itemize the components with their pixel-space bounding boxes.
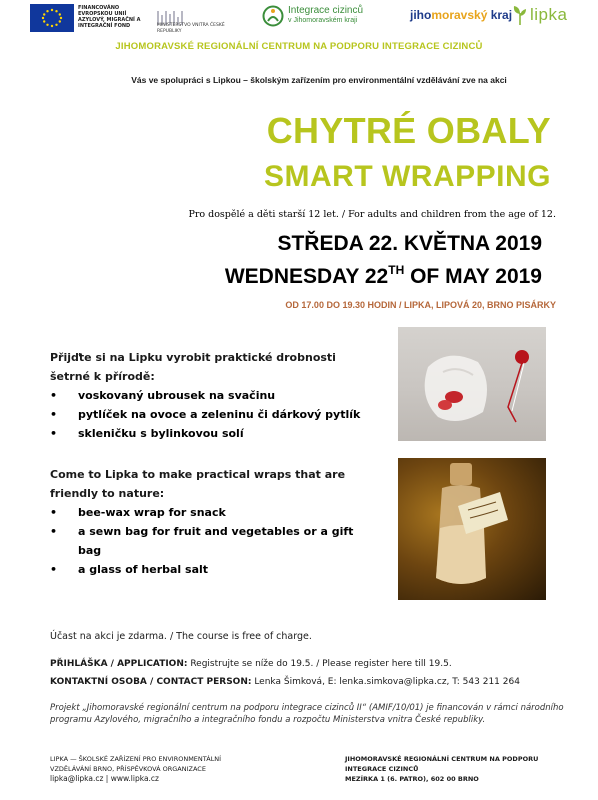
- integration-logo-line2: v Jihomoravském kraji: [288, 17, 358, 24]
- eu-flag-logo: [30, 4, 74, 32]
- free-of-charge-note: Účast na akci je zdarma. / The course is free of charge.: [50, 631, 312, 642]
- intro-text-en: Come to Lipka to make practical wraps that are friendly to nature:: [50, 468, 346, 500]
- list-item: • bee-wax wrap for snack: [50, 503, 380, 522]
- jmk-logo: [410, 8, 512, 22]
- registration-label: PŘIHLÁŠKA / APPLICATION:: [50, 659, 188, 669]
- ministry-logo-icon: [157, 6, 187, 20]
- time-and-place: OD 17.00 DO 19.30 HODIN / LIPKA, LIPOVÁ 20, BRNO PISÁRKY: [285, 300, 556, 310]
- intro-text-cz: Přijďte si na Lipku vyrobit praktické drobnosti šetrné k přírodě:: [50, 351, 336, 383]
- lipka-address-line1: LIPKA — ŠKOLSKÉ ZAŘÍZENÍ PRO ENVIRONMENTÁLNÍ: [50, 755, 222, 763]
- organization-title: JIHOMORAVSKÉ REGIONÁLNÍ CENTRUM NA PODPORU INTEGRACE CIZINCŮ: [115, 41, 483, 52]
- eu-fund-text: FINANCOVÁNO EVROPSKOU UNIÍ AZYLOVÝ, MIGRAČNÍ A INTEGRAČNÍ FOND: [78, 5, 141, 29]
- list-item: • a sewn bag for fruit and vegetables or a gift bag: [50, 522, 380, 560]
- list-item: • pytlíček na ovoce a zeleninu či dárkový pytlík: [50, 405, 380, 424]
- jmk-logo-part1: jiho: [410, 8, 432, 22]
- center-address-block: [345, 754, 545, 784]
- jmk-logo-part2: moravský: [431, 8, 488, 22]
- lipka-address-line2: VZDĚLÁVÁNÍ BRNO, PŘÍSPĚVKOVÁ ORGANIZACE: [50, 765, 206, 773]
- lipka-contact-links[interactable]: lipka@lipka.cz | www.lipka.cz: [50, 774, 159, 783]
- date-en-ordinal: TH: [388, 263, 405, 277]
- event-date-cz: STŘEDA 22. KVĚTNA 2019: [277, 232, 542, 255]
- registration-text: Registrujte se níže do 19.5. / Please register here till 19.5.: [187, 659, 452, 669]
- event-date-en: [225, 263, 542, 289]
- items-list-cz: [50, 386, 380, 443]
- list-item: • voskovaný ubrousek na svačinu: [50, 386, 380, 405]
- lipka-leaf-icon: [512, 4, 528, 26]
- funding-note: Projekt „Jihomoravské regionální centrum na podporu integrace cizinců II“ (AMIF/10/01) je financován v rámci národního programu Azylového, migračního a integračního fondu a rozpočtu Ministerstva vnitra České republiky.: [50, 703, 564, 725]
- herbal-salt-photo: [398, 458, 546, 600]
- integration-logo-icon: [262, 5, 284, 27]
- age-note: Pro dospělé a děti starší 12 let. / For adults and children from the age of 12.: [188, 209, 556, 220]
- list-item: • skleničku s bylinkovou solí: [50, 424, 380, 443]
- date-en-main: WEDNESDAY 22: [224, 265, 389, 288]
- registration-line: [50, 659, 452, 669]
- lipka-logo-text: lipka: [530, 5, 568, 24]
- integration-logo-line1: Integrace cizinců: [288, 5, 364, 16]
- list-item: • a glass of herbal salt: [50, 560, 380, 579]
- ministry-logo-text: MINISTERSTVO VNITRA ČESKÉ REPUBLIKY: [157, 23, 225, 34]
- center-address-line3: MEZÍRKA 1 (6. PATRO), 602 00 BRNO: [345, 775, 479, 783]
- event-title-cz: CHYTRÉ OBALY: [266, 110, 551, 151]
- contact-text: Lenka Šimková, E: lenka.simkova@lipka.cz, T: 543 211 264: [251, 677, 520, 687]
- center-address-line2: INTEGRACE CIZINCŮ: [345, 765, 419, 773]
- items-list-en: [50, 503, 380, 579]
- logo-strip: [0, 0, 598, 36]
- event-title-en: SMART WRAPPING: [264, 160, 551, 193]
- wraps-photo: [398, 327, 546, 441]
- center-address-line1: JIHOMORAVSKÉ REGIONÁLNÍ CENTRUM NA PODPORU: [345, 755, 539, 763]
- jmk-logo-part3: kraj: [487, 8, 513, 22]
- invitation-line: Vás ve spolupráci s Lipkou – školským zařízením pro environmentální vzdělávání zve na akci: [131, 75, 507, 85]
- date-en-rest: OF MAY 2019: [404, 265, 542, 288]
- lipka-address-block: [50, 754, 260, 784]
- contact-line: [50, 677, 520, 687]
- contact-label: KONTAKTNÍ OSOBA / CONTACT PERSON:: [50, 677, 252, 687]
